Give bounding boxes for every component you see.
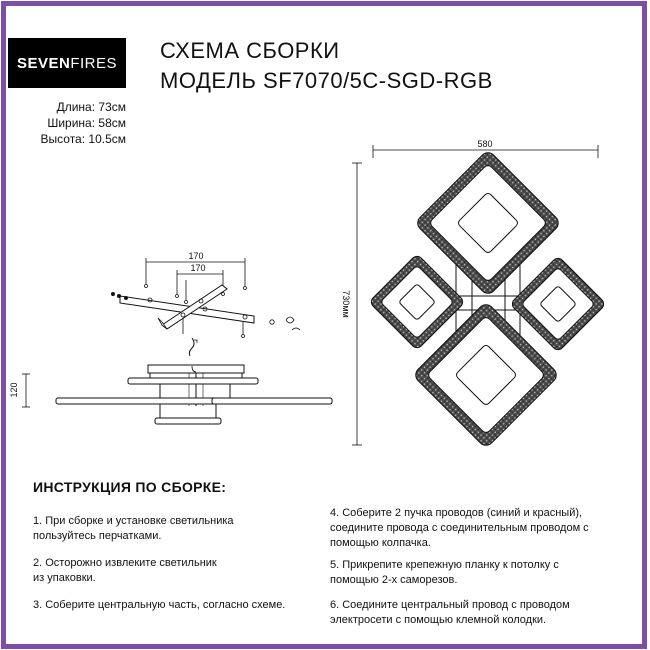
dim-width-label: 580	[477, 139, 493, 149]
dim-profile-height: 120	[9, 382, 19, 398]
instruction-step-3: 3. Соберите центральную часть, согласно схеме.	[33, 599, 286, 611]
instructions-heading: ИНСТРУКЦИЯ ПО СБОРКЕ:	[33, 479, 227, 495]
dim-bracket-outer: 170	[188, 251, 204, 261]
instruction-step-1: 1. При сборке и установке светильника пользуйтесь перчатками.	[33, 515, 234, 542]
top-view	[352, 145, 606, 449]
brand-part2: FIRES	[70, 54, 118, 72]
instruction-step-4: 4. Соберите 2 пучка проводов (синий и красный), соедините провода с соединительным проводом с помощью колпачка.	[330, 507, 589, 549]
bracket-assembly	[111, 258, 300, 356]
arm-lower	[155, 418, 221, 424]
title-line1: СХЕМА СБОРКИ	[160, 38, 340, 63]
instruction-step-2: 2. Осторожно извлеките светильник из упаковки.	[33, 557, 217, 584]
spec-width: Ширина: 58см	[47, 116, 126, 130]
small-parts-right	[270, 317, 300, 330]
side-view	[22, 365, 332, 424]
dim-bracket-inner: 170	[190, 263, 206, 273]
instruction-step-5: 5. Прикрепите крепежную планку к потолку с помощью 2-х саморезов.	[330, 559, 559, 586]
instruction-step-6: 6. Соедините центральный провод с проводом электросети с помощью клемной колодки.	[330, 599, 570, 626]
spec-height: Высота: 10.5см	[40, 132, 126, 146]
brand-part1: SEVEN	[16, 54, 71, 72]
title-line2: МОДЕЛЬ SF7070/5C-SGD-RGB	[160, 68, 493, 93]
spec-length: Длина: 73см	[56, 100, 126, 114]
ring-left	[369, 254, 465, 350]
ring-right	[510, 256, 606, 352]
dim-height-label: 730мм	[341, 290, 351, 318]
